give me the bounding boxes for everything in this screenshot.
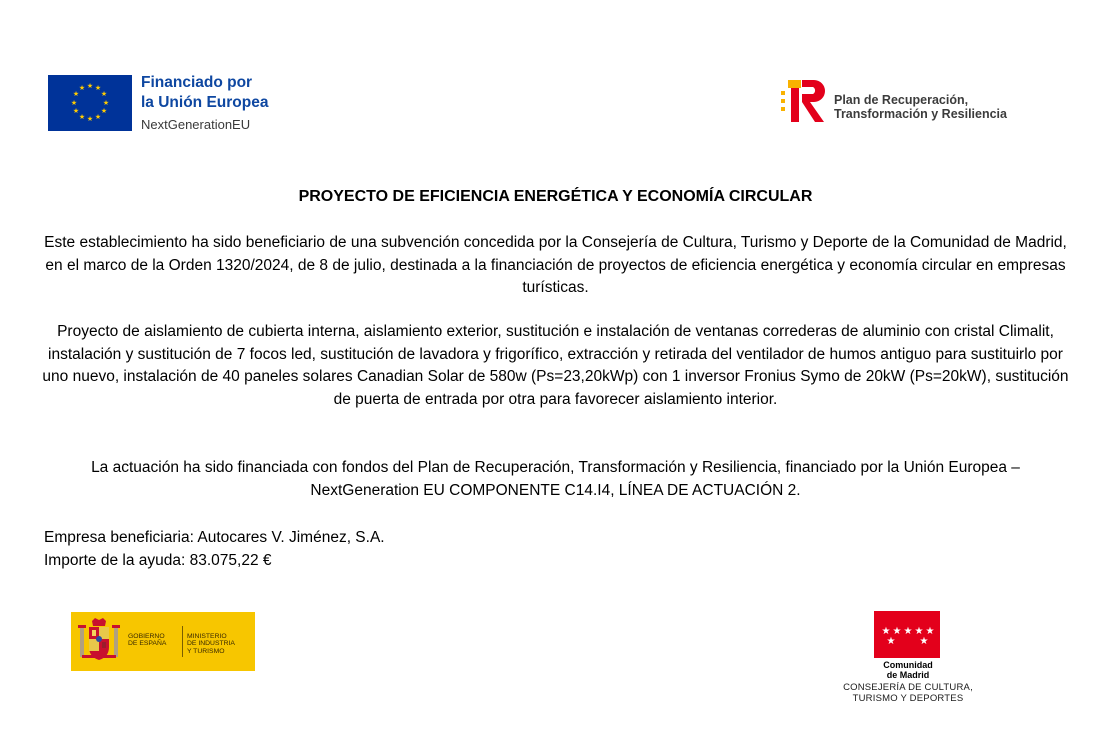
eu-logo-line1: Financiado por bbox=[141, 74, 253, 91]
paragraph-subsidy: Este establecimiento ha sido beneficiario de una subvención concedida por la Consejería de Cultura, Turismo y Deporte de la Comunidad de Madrid, en el marco de la Orden 1320/2024, de 8 de julio, destinada a la financiación de proyectos de eficiencia energética y economía circular en empresas turísticas. bbox=[44, 234, 1067, 296]
ministerio-line3: Y TURISMO bbox=[187, 647, 225, 655]
svg-text:★: ★ bbox=[919, 636, 929, 647]
paragraph-funding: La actuación ha sido financiada con fondos del Plan de Recuperación, Transformación y Resiliencia, financiado por la Unión Europea – NextGeneration EU COMPONENTE C14.I4, LÍNEA DE ACTUACIÓN 2. bbox=[91, 459, 1020, 499]
svg-text:★: ★ bbox=[72, 90, 80, 98]
eu-logo-line2: la Unión Europea bbox=[141, 94, 269, 111]
ministerio-line2: DE INDUSTRIA bbox=[187, 640, 235, 648]
spain-coat-of-arms-icon bbox=[78, 617, 120, 666]
svg-text:★: ★ bbox=[100, 90, 108, 98]
svg-text:★: ★ bbox=[70, 99, 78, 107]
svg-text:★: ★ bbox=[914, 626, 924, 637]
svg-text:★: ★ bbox=[72, 107, 80, 115]
ministerio-line1: MINISTERIO bbox=[187, 633, 227, 640]
svg-text:★: ★ bbox=[94, 84, 102, 92]
comunidad-line2: de Madrid bbox=[886, 670, 930, 680]
svg-text:★: ★ bbox=[86, 82, 94, 90]
svg-text:★: ★ bbox=[94, 113, 102, 121]
svg-text:★: ★ bbox=[78, 84, 86, 92]
gobierno-line2: DE ESPAÑA bbox=[128, 640, 167, 648]
eu-logo-line3: NextGenerationEU bbox=[141, 117, 251, 132]
aid-amount: Importe de la ayuda: 83.075,22 € bbox=[44, 551, 272, 569]
gobierno-espana-logo bbox=[71, 612, 255, 671]
svg-text:★: ★ bbox=[100, 107, 108, 115]
svg-text:★: ★ bbox=[78, 113, 86, 121]
gobierno-divider bbox=[182, 626, 183, 657]
eu-logo-text bbox=[141, 73, 268, 134]
prtr-logo-line2: Transformación y Resiliencia bbox=[834, 107, 1007, 121]
beneficiary-info bbox=[44, 527, 385, 572]
svg-text:★: ★ bbox=[86, 115, 94, 123]
svg-text:★: ★ bbox=[892, 626, 902, 637]
prtr-logo-text bbox=[834, 93, 1007, 121]
paragraph-project-description: Proyecto de aislamiento de cubierta interna, aislamiento exterior, sustitución e instalación de ventanas correderas de aluminio con cristal Climalit, instalación y sustitución de 7 focos led, sustitución de lavadora y frigorífico, extracción y retirada del ventilador de humos antiguo para sustituirlo por uno nuevo, instalación de 40 paneles solares Canadian Solar de 580w (Ps=23,20kWp) con 1 inversor Fronius Symo de 20kW (Ps=20kW), sustitución de puerta de entrada por otra para favorecer aislamiento interior. bbox=[42, 323, 1069, 408]
consejeria-line1: CONSEJERÍA DE CULTURA, bbox=[843, 682, 973, 693]
ministerio-text bbox=[187, 633, 235, 655]
comunidad-madrid-name bbox=[860, 660, 956, 680]
consejeria-name bbox=[820, 683, 996, 704]
document-title: PROYECTO DE EFICIENCIA ENERGÉTICA Y ECONOMÍA CIRCULAR bbox=[298, 188, 813, 205]
gobierno-line1: GOBIERNO bbox=[128, 633, 165, 640]
eu-flag-icon bbox=[48, 75, 132, 131]
consejeria-line2: TURISMO Y DEPORTES bbox=[852, 692, 964, 704]
svg-text:★: ★ bbox=[886, 636, 896, 647]
svg-text:★: ★ bbox=[102, 99, 110, 107]
comunidad-line1: Comunidad bbox=[883, 660, 933, 670]
prtr-logo-line1: Plan de Recuperación, bbox=[834, 93, 969, 107]
gobierno-text bbox=[128, 633, 166, 648]
svg-text:★: ★ bbox=[903, 626, 913, 637]
prtr-logo-icon bbox=[780, 80, 828, 122]
svg-text:★: ★ bbox=[881, 626, 891, 637]
madrid-flag-icon bbox=[874, 611, 940, 658]
beneficiary-company: Empresa beneficiaria: Autocares V. Jiménez, S.A. bbox=[44, 529, 385, 546]
svg-text:★: ★ bbox=[925, 626, 935, 637]
